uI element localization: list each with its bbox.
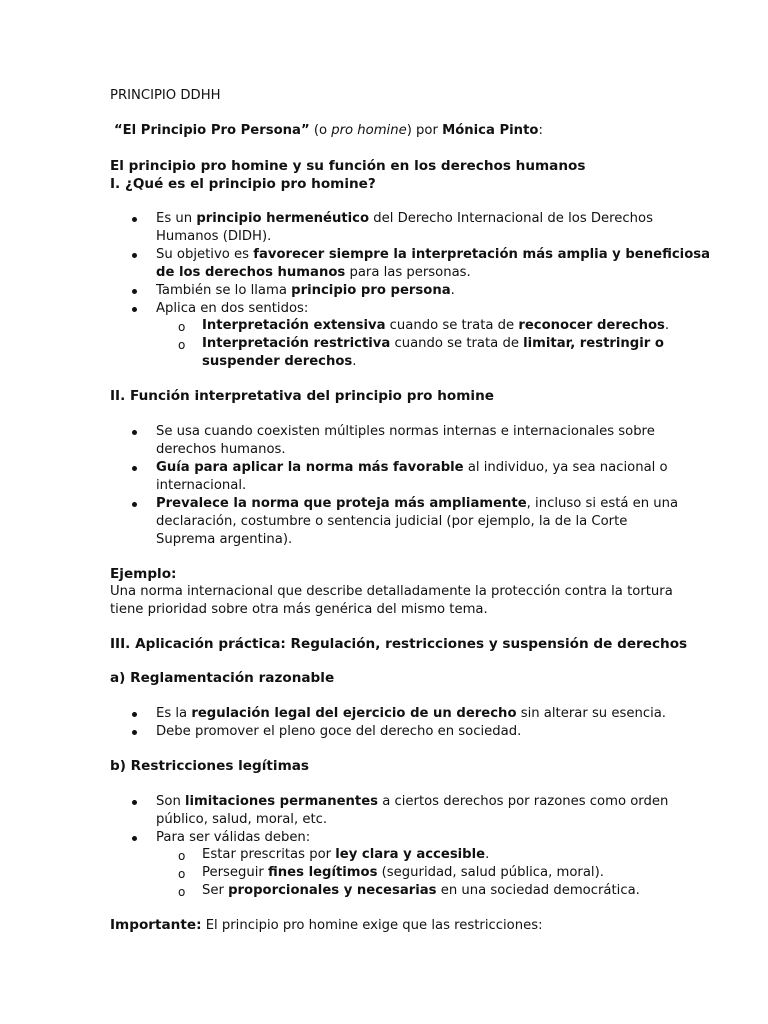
- sub-list-item: Estar prescritas por ley clara y accesible.: [202, 847, 490, 862]
- doc-title: PRINCIPIO DDHH: [110, 88, 221, 103]
- list-item-cont: público, salud, moral, etc.: [156, 812, 328, 827]
- example-text: tiene prioridad sobre otra más genérica del mismo tema.: [110, 602, 488, 617]
- section3-heading: III. Aplicación práctica: Regulación, restricciones y suspensión de derechos: [110, 636, 688, 652]
- subsection-b-heading: b) Restricciones legítimas: [110, 758, 310, 774]
- example-text: Una norma internacional que describe detalladamente la protección contra la tortura: [110, 584, 673, 599]
- sub-list-item: Interpretación restrictiva cuando se trata de limitar, restringir o: [202, 336, 664, 351]
- bullet-icon: [132, 253, 137, 258]
- sub-list-item: Interpretación extensiva cuando se trata de reconocer derechos.: [202, 318, 670, 333]
- list-item-cont: Humanos (DIDH).: [156, 229, 272, 244]
- section2-heading: II. Función interpretativa del principio pro homine: [110, 388, 494, 404]
- bullet-icon: [132, 712, 137, 717]
- list-item-cont: derechos humanos.: [156, 442, 286, 457]
- circle-bullet-icon: o: [178, 885, 186, 899]
- section1-heading-b: I. ¿Qué es el principio pro homine?: [110, 176, 376, 192]
- bullet-icon: [132, 217, 137, 222]
- list-item: También se lo llama principio pro persona.: [156, 283, 455, 298]
- example-heading: Ejemplo:: [110, 566, 177, 582]
- list-item: Su objetivo es favorecer siempre la interpretación más amplia y beneficiosa: [156, 247, 711, 262]
- circle-bullet-icon: o: [178, 338, 186, 352]
- circle-bullet-icon: o: [178, 867, 186, 881]
- bullet-icon: [132, 800, 137, 805]
- circle-bullet-icon: o: [178, 849, 186, 863]
- list-item: Guía para aplicar la norma más favorable al individuo, ya sea nacional o: [156, 460, 668, 475]
- bullet-icon: [132, 430, 137, 435]
- list-item-cont: de los derechos humanos para las personas.: [156, 265, 471, 280]
- list-item: Se usa cuando coexisten múltiples normas internas e internacionales sobre: [156, 424, 655, 439]
- circle-bullet-icon: o: [178, 320, 186, 334]
- bullet-icon: [132, 730, 137, 735]
- list-item: Prevalece la norma que proteja más ampliamente, incluso si está en una: [156, 496, 679, 511]
- list-item: Aplica en dos sentidos:: [156, 301, 309, 316]
- quote-title: “El Principio Pro Persona”: [114, 123, 310, 138]
- bullet-icon: [132, 836, 137, 841]
- list-item-cont: internacional.: [156, 478, 247, 493]
- bullet-icon: [132, 502, 137, 507]
- bullet-icon: [132, 466, 137, 471]
- list-item-cont: declaración, costumbre o sentencia judicial (por ejemplo, la de la Corte: [156, 514, 628, 529]
- sub-list-item: Ser proporcionales y necesarias en una sociedad democrática.: [202, 883, 640, 898]
- list-item: Es un principio hermenéutico del Derecho Internacional de los Derechos: [156, 211, 653, 226]
- pro-homine-term: pro homine: [331, 123, 407, 138]
- section1-heading-a: El principio pro homine y su función en los derechos humanos: [110, 158, 586, 174]
- author-name: Mónica Pinto: [442, 123, 539, 138]
- list-item: Para ser válidas deben:: [156, 830, 311, 845]
- bullet-icon: [132, 307, 137, 312]
- list-item: Debe promover el pleno goce del derecho en sociedad.: [156, 724, 522, 739]
- important-note: Importante: El principio pro homine exige que las restricciones:: [110, 917, 543, 933]
- subsection-a-heading: a) Reglamentación razonable: [110, 670, 335, 686]
- intro-line: “El Principio Pro Persona” (o pro homine) por Mónica Pinto:: [114, 123, 543, 138]
- list-item: Es la regulación legal del ejercicio de un derecho sin alterar su esencia.: [156, 706, 667, 721]
- list-item: Son limitaciones permanentes a ciertos derechos por razones como orden: [156, 794, 669, 809]
- list-item-cont: Suprema argentina).: [156, 532, 293, 547]
- sub-list-item: Perseguir fines legítimos (seguridad, salud pública, moral).: [202, 865, 604, 880]
- sub-list-item-cont: suspender derechos.: [202, 354, 357, 369]
- bullet-icon: [132, 289, 137, 294]
